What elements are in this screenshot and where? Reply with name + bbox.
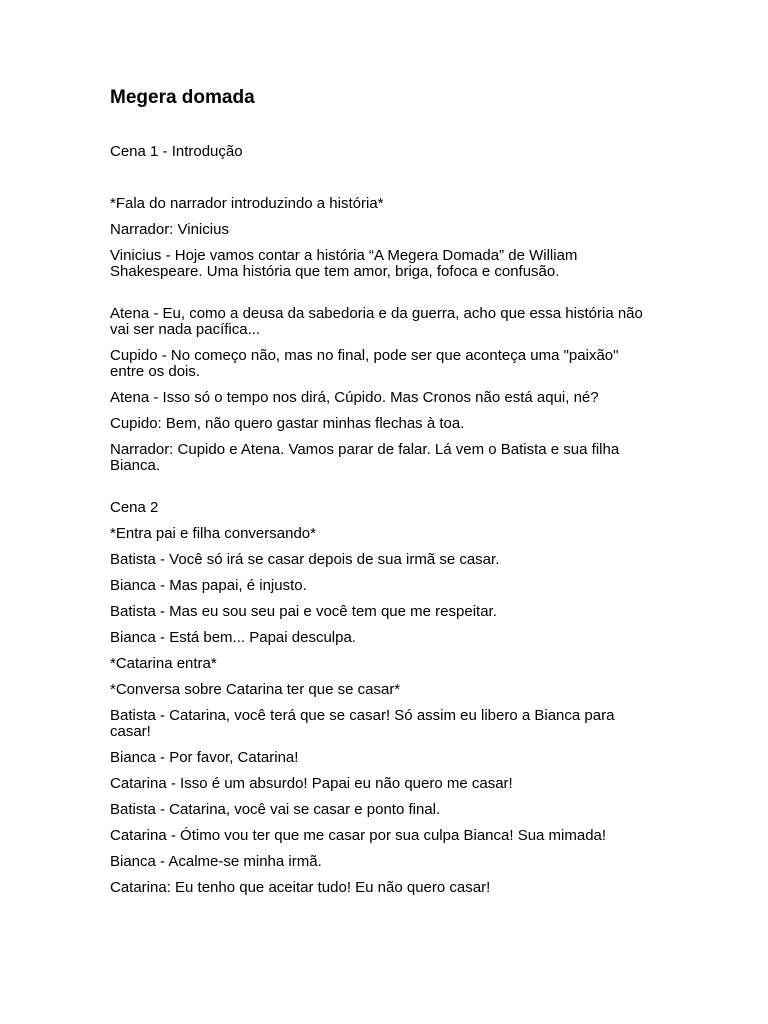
- script-line: *Conversa sobre Catarina ter que se casar*: [110, 681, 401, 698]
- script-line: Bianca - Está bem... Papai desculpa.: [110, 629, 356, 646]
- script-line: Cupido: Bem, não quero gastar minhas flechas à toa.: [110, 415, 465, 432]
- script-line: Bianca - Por favor, Catarina!: [110, 749, 299, 766]
- script-line: Bianca - Acalme-se minha irmã.: [110, 853, 322, 870]
- document-title: Megera domada: [110, 87, 255, 108]
- script-line: Bianca - Mas papai, é injusto.: [110, 577, 307, 594]
- script-line: Batista - Catarina, você vai se casar e ponto final.: [110, 801, 441, 818]
- script-line: Narrador: Vinicius: [110, 221, 229, 238]
- script-line: Cupido - No começo não, mas no final, pode ser que aconteça uma "paixão" entre os dois.: [110, 347, 619, 380]
- scene-1-heading: Cena 1 - Introdução: [110, 143, 243, 160]
- script-line: *Fala do narrador introduzindo a história*: [110, 195, 384, 212]
- script-line: *Entra pai e filha conversando*: [110, 525, 316, 542]
- script-line: Batista - Mas eu sou seu pai e você tem que me respeitar.: [110, 603, 497, 620]
- script-line: Atena - Isso só o tempo nos dirá, Cúpido. Mas Cronos não está aqui, né?: [110, 389, 599, 406]
- script-line: Catarina - Ótimo vou ter que me casar por sua culpa Bianca! Sua mimada!: [110, 827, 607, 844]
- script-line: Catarina - Isso é um absurdo! Papai eu não quero me casar!: [110, 775, 513, 792]
- script-line: Narrador: Cupido e Atena. Vamos parar de falar. Lá vem o Batista e sua filha Bianca.: [110, 441, 620, 474]
- script-line: Vinicius - Hoje vamos contar a história “A Megera Domada” de William Shakespeare. Uma história que tem amor, briga, fofoca e confusão.: [110, 247, 578, 280]
- scene-2-heading: Cena 2: [110, 499, 159, 516]
- script-line: Catarina: Eu tenho que aceitar tudo! Eu não quero casar!: [110, 879, 491, 896]
- script-line: Atena - Eu, como a deusa da sabedoria e da guerra, acho que essa história não vai ser nada pacífica...: [110, 305, 643, 338]
- script-line: Batista - Você só irá se casar depois de sua irmã se casar.: [110, 551, 500, 568]
- script-line: *Catarina entra*: [110, 655, 217, 672]
- script-line: Batista - Catarina, você terá que se casar! Só assim eu libero a Bianca para casar!: [110, 707, 615, 740]
